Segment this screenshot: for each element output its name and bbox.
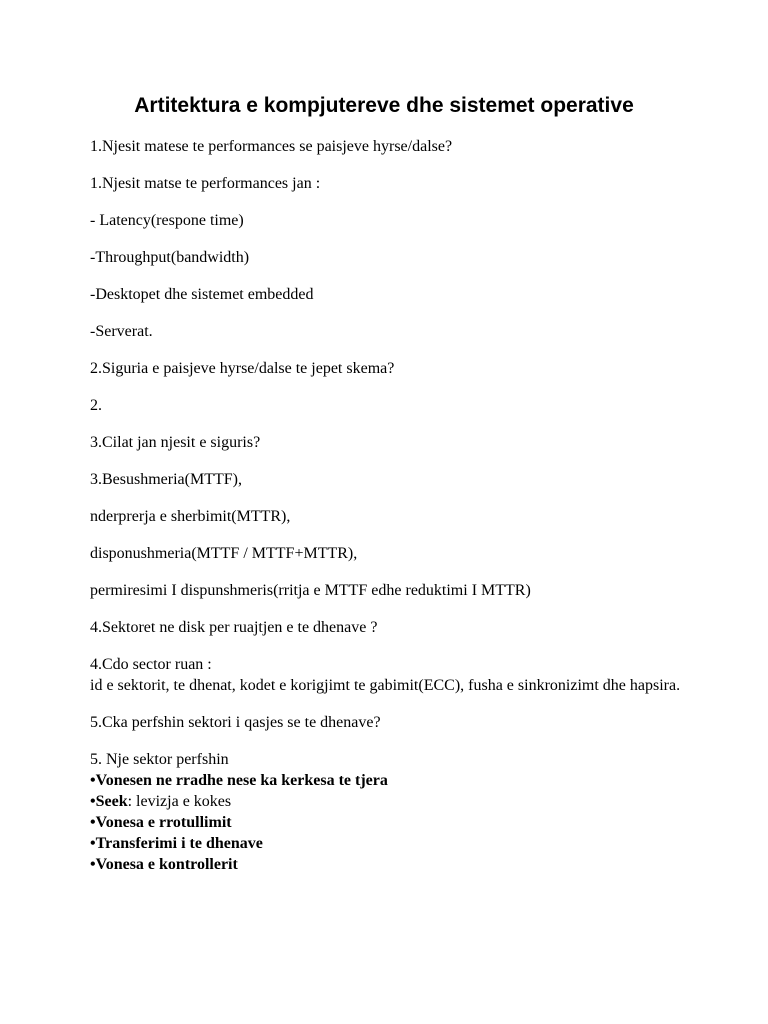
document-title: Artitektura e kompjutereve dhe sistemet operative: [134, 94, 634, 117]
seek-description: : levizja e kokes: [127, 793, 232, 810]
paragraph: 1.Njesit matese te performances se paisjeve hyrse/dalse?: [90, 138, 453, 155]
q5-question: 5.Cka perfshin sektori i qasjes se te dhenave?: [90, 714, 381, 731]
paragraph: permiresimi I dispunshmeris(rritja e MTTF edhe reduktimi I MTTR): [90, 582, 531, 599]
paragraph: -Desktopet dhe sistemet embedded: [90, 286, 314, 303]
list-item: •Vonesa e rrotullimit: [90, 814, 232, 831]
document-body: [90, 136, 690, 875]
q5-answer-intro: 5. Nje sektor perfshin: [90, 751, 229, 768]
q5-answer-block: [90, 749, 690, 875]
paragraph: -Serverat.: [90, 323, 153, 340]
q4-answer-block: [90, 654, 690, 696]
paragraph: nderprerja e sherbimit(MTTR),: [90, 508, 291, 525]
paragraph: 4.Sektoret ne disk per ruajtjen e te dhenave ?: [90, 619, 378, 636]
paragraph: 3.Besushmeria(MTTF),: [90, 471, 242, 488]
list-item: •Transferimi i te dhenave: [90, 835, 263, 852]
paragraph: 3.Cilat jan njesit e siguris?: [90, 434, 261, 451]
paragraph: 2.: [90, 397, 102, 414]
paragraph: -Throughput(bandwidth): [90, 249, 250, 266]
paragraph: 1.Njesit matse te performances jan :: [90, 175, 321, 192]
q4-answer-detail: id e sektorit, te dhenat, kodet e korigjimt te gabimit(ECC), fusha e sinkronizimt dhe hapsira.: [90, 677, 681, 694]
list-item: •Vonesen ne rradhe nese ka kerkesa te tjera: [90, 772, 388, 789]
seek-label: •Seek: [90, 793, 128, 810]
paragraph: - Latency(respone time): [90, 212, 244, 229]
paragraph: disponushmeria(MTTF / MTTF+MTTR),: [90, 545, 358, 562]
list-item: [90, 791, 690, 812]
list-item: •Vonesa e kontrollerit: [90, 856, 238, 873]
paragraph: 2.Siguria e paisjeve hyrse/dalse te jepet skema?: [90, 360, 395, 377]
q4-answer-intro: 4.Cdo sector ruan :: [90, 656, 212, 673]
